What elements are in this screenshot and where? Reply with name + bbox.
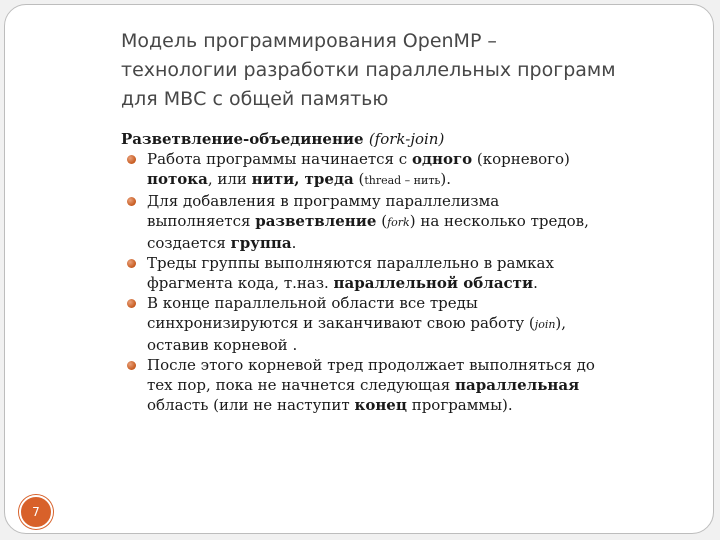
text-bold: нити, треда	[251, 170, 354, 188]
text-bold: одного	[411, 150, 473, 168]
text-run: .	[291, 234, 297, 252]
text-run: выполняется	[147, 212, 256, 230]
text-run: программы).	[406, 396, 513, 414]
text-run: ).	[440, 170, 452, 188]
slide	[4, 4, 714, 534]
slide-content	[121, 129, 681, 415]
text-run: тех пор, пока не начнется следующая	[147, 376, 456, 394]
text-run: (корневого)	[472, 150, 570, 168]
slide-title	[121, 27, 681, 114]
bullet-icon	[127, 259, 136, 268]
text-bold: параллельная	[455, 376, 580, 394]
text-bold: параллельной области	[333, 274, 534, 292]
list-item	[121, 355, 681, 415]
text-run: После этого корневой тред продолжает выполняться до	[147, 356, 595, 374]
text-run: область (или не наступит	[147, 396, 355, 414]
text-run: оставив корневой .	[147, 336, 298, 354]
page-number: 7	[19, 495, 53, 529]
list-item	[121, 191, 681, 253]
section-subhead	[121, 129, 681, 149]
subhead-bold: Разветвление-объединение	[121, 130, 369, 148]
text-run: В конце параллельной области все треды	[147, 294, 478, 312]
text-run: синхронизируются и заканчивают свою работу (	[147, 314, 535, 332]
text-run: , или	[207, 170, 252, 188]
text-small: thread – нить	[364, 174, 441, 187]
text-run: фрагмента кода, т.наз.	[147, 274, 334, 292]
bullet-icon	[127, 197, 136, 206]
subhead-rest: (fork-join)	[368, 130, 445, 148]
text-bold: конец	[354, 396, 407, 414]
text-italic: join	[534, 318, 556, 331]
text-italic: fork	[387, 216, 410, 229]
text-bold: разветвление	[255, 212, 377, 230]
text-bold: группа	[230, 234, 292, 252]
text-run: (	[353, 170, 365, 188]
title-line-1: Модель программирования OpenMP –	[121, 30, 497, 52]
bullet-icon	[127, 361, 136, 370]
title-line-2: технологии разработки параллельных программ	[121, 59, 616, 81]
text-bold: потока	[147, 170, 208, 188]
text-run: Работа программы начинается с	[147, 150, 412, 168]
bullet-icon	[127, 155, 136, 164]
list-item	[121, 253, 681, 293]
bullet-list	[121, 149, 681, 415]
text-run: ) на несколько тредов,	[409, 212, 589, 230]
text-run: ),	[555, 314, 567, 332]
list-item	[121, 293, 681, 355]
text-run: .	[533, 274, 538, 292]
title-line-3: для МВС с общей памятью	[121, 88, 389, 110]
text-run: (	[376, 212, 388, 230]
text-run: Для добавления в программу параллелизма	[147, 192, 500, 210]
list-item	[121, 149, 681, 191]
text-run: Треды группы выполняются параллельно в рамках	[147, 254, 554, 272]
bullet-icon	[127, 299, 136, 308]
text-run: создается	[147, 234, 231, 252]
